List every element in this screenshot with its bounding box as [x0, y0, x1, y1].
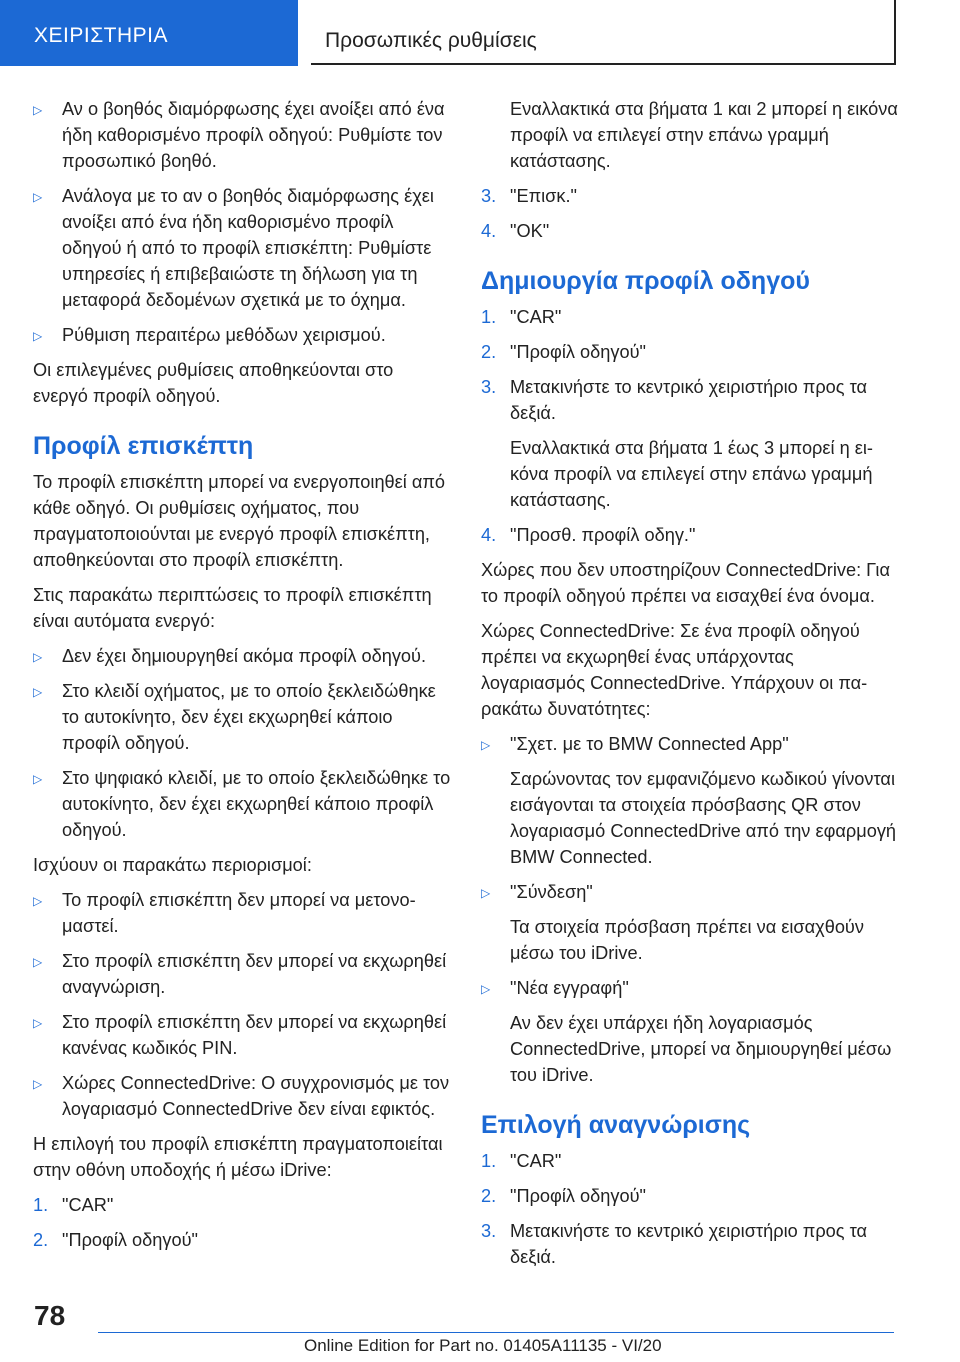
bullet-item: [33, 1009, 451, 1061]
bullet-text: Ανάλογα με το αν ο βοηθός διαμόρφωσης έχει ανοίξει από ένα ήδη καθορισμένο προφίλ οδηγού ή από το προφίλ επισκέπτη: Ρυθμίστε υπηρεσίες ή επιβεβαιώστε τη δήλωση για τη μεταφορά δεδομένων σχετικά με το όχημα.: [62, 186, 434, 310]
option-description: Αν δεν έχει υπάρχει ήδη λογαριασμός ConnectedDrive, μπορεί να δημιουργηθεί μέσω του iDrive.: [510, 1013, 892, 1085]
step-text: Μετακινήστε το κεντρικό χειριστήριο προς τα δεξιά.: [510, 1221, 868, 1267]
step-number: 1.: [33, 1195, 49, 1215]
step-number: 3.: [481, 377, 497, 397]
guest-profile-heading: Προφίλ επισκέπτη: [33, 432, 254, 460]
triangle-bullet-icon: ▷: [33, 650, 43, 664]
intro-bullets: [33, 96, 451, 348]
triangle-bullet-icon: ▷: [33, 955, 43, 969]
step-item: [481, 1218, 899, 1270]
left-column: [33, 96, 451, 1262]
step-item: [481, 304, 899, 330]
step-text: "Προφίλ οδηγού": [510, 1186, 646, 1206]
step-text: "Επισκ.": [510, 186, 578, 206]
option-item: [481, 975, 899, 1001]
bullet-text: Δεν έχει δημιουργηθεί ακόμα προφίλ οδηγού.: [62, 646, 427, 666]
bullet-item: [33, 765, 451, 843]
triangle-bullet-icon: ▷: [33, 329, 43, 343]
connecteddrive-paragraph: Χώρες ConnectedDrive: Σε ένα προφίλ οδηγού πρέπει να εκχωρηθεί ένας υπάρχοντας λογαριασμός ConnectedDrive. Υπάρχουν οι παρακάτω δυνατότητες:: [481, 621, 868, 719]
option-label: "Σχετ. με το BMW Connected App": [510, 734, 789, 754]
bullet-text: Στο προφίλ επισκέπτη δεν μπορεί να εκχωρηθεί κανένας κωδικός PIN.: [62, 1012, 447, 1058]
footer-rule: [98, 1332, 894, 1333]
intro-paragraph: Οι επιλεγμένες ρυθμίσεις αποθηκεύονται στο ενεργό προφίλ οδηγού.: [33, 360, 394, 406]
step-number: 4.: [481, 525, 497, 545]
step-number: 1.: [481, 307, 497, 327]
create-profile-heading: Δημιουργία προφίλ οδηγού: [481, 267, 810, 295]
option-description: Τα στοιχεία πρόσβαση πρέπει να εισαχθούν μέσω του iDrive.: [510, 917, 864, 963]
footer-edition: Online Edition for Part no. 01405A11135 - VI/20: [304, 1336, 662, 1355]
step-item: [481, 183, 899, 209]
guest-paragraph-2: Στις παρακάτω περιπτώσεις το προφίλ επισκέπτη είναι αυτόματα ενεργό:: [33, 585, 432, 631]
step-item: [481, 218, 899, 244]
bullet-item: [33, 183, 451, 313]
select-guest-paragraph: Η επιλογή του προφίλ επισκέπτη πραγματοποιείται στην οθόνη υποδοχής ή μέσω iDrive:: [33, 1134, 443, 1180]
option-item: [481, 731, 899, 757]
step-text: "Προσθ. προφίλ οδηγ.": [510, 525, 696, 545]
step-number: 2.: [33, 1230, 49, 1250]
header-chapter-box: [311, 0, 896, 65]
step-number: 4.: [481, 221, 497, 241]
bullet-item: [33, 96, 451, 174]
option-item: [481, 879, 899, 905]
recognition-steps: [481, 1148, 899, 1270]
step-item: [33, 1227, 451, 1253]
step-text: "CAR": [510, 307, 562, 327]
step-text: "OK": [510, 221, 550, 241]
bullet-text: Ρύθμιση περαιτέρω μεθόδων χειρισμού.: [62, 325, 386, 345]
step-item: [481, 1148, 899, 1174]
create-steps-a: [481, 304, 899, 426]
continued-steps: [481, 183, 899, 244]
step-text: Μετακινήστε το κεντρικό χειριστήριο προς τα δεξιά.: [510, 377, 868, 423]
step-item: [33, 1192, 451, 1218]
step-item: [481, 374, 899, 426]
step-number: 2.: [481, 1186, 497, 1206]
option-label: "Σύνδεση": [510, 882, 593, 902]
step-text: "Προφίλ οδηγού": [62, 1230, 198, 1250]
account-options: [481, 731, 899, 1088]
step-item: [481, 1183, 899, 1209]
step-text: "Προφίλ οδηγού": [510, 342, 646, 362]
header-chapter-title: Προσωπικές ρυθμίσεις: [325, 29, 537, 52]
step-text: "CAR": [510, 1151, 562, 1171]
bullet-item: [33, 643, 451, 669]
header-section-tab: [0, 0, 298, 66]
restrictions-paragraph: Ισχύουν οι παρακάτω περιορισμοί:: [33, 855, 312, 875]
triangle-bullet-icon: ▷: [33, 1077, 43, 1091]
bullet-item: [33, 322, 451, 348]
triangle-bullet-icon: ▷: [481, 886, 491, 900]
page-number: 78: [34, 1300, 66, 1331]
triangle-bullet-icon: ▷: [481, 982, 491, 996]
create-note: Εναλλακτικά στα βήματα 1 έως 3 μπορεί η εικόνα προφίλ να επιλεγεί στην επάνω γραμμή κατάστασης.: [510, 438, 873, 510]
step-number: 3.: [481, 1221, 497, 1241]
bullet-text: Χώρες ConnectedDrive: Ο συγχρονισμός με τον λογαριασμό ConnectedDrive δεν είναι εφικτός.: [62, 1073, 450, 1119]
step-number: 1.: [481, 1151, 497, 1171]
bullet-item: [33, 887, 451, 939]
select-guest-steps: [33, 1192, 451, 1253]
no-connecteddrive-paragraph: Χώρες που δεν υποστηρίζουν ConnectedDrive: Για το προφίλ οδηγού πρέπει να εισαχθεί ένα όνομα.: [481, 560, 890, 606]
bullet-item: [33, 1070, 451, 1122]
bullet-text: Στο προφίλ επισκέπτη δεν μπορεί να εκχωρηθεί αναγνώριση.: [62, 951, 447, 997]
right-column: [481, 96, 899, 1279]
step-number: 2.: [481, 342, 497, 362]
step-text: "CAR": [62, 1195, 114, 1215]
step-item: [481, 339, 899, 365]
continued-note: Εναλλακτικά στα βήματα 1 και 2 μπορεί η εικόνα προφίλ να επιλεγεί στην επάνω γραμμή κατάστασης.: [510, 99, 898, 171]
step-number: 3.: [481, 186, 497, 206]
triangle-bullet-icon: ▷: [33, 894, 43, 908]
option-description: Σαρώνοντας τον εμφανιζόμενο κωδικού γίνονται εισάγονται τα στοιχεία πρόσβασης QR στον λογαριασμό ConnectedDrive από την εφαρμογή BMW Connected.: [510, 769, 897, 867]
triangle-bullet-icon: ▷: [33, 103, 43, 117]
header-section-title: ΧΕΙΡΙΣΤΗΡΙΑ: [34, 24, 169, 47]
triangle-bullet-icon: ▷: [33, 1016, 43, 1030]
create-steps-b: [481, 522, 899, 548]
triangle-bullet-icon: ▷: [33, 685, 43, 699]
bullet-item: [33, 678, 451, 756]
triangle-bullet-icon: ▷: [33, 772, 43, 786]
step-item: [481, 522, 899, 548]
recognition-heading: Επιλογή αναγνώρισης: [481, 1111, 751, 1139]
option-label: "Νέα εγγραφή": [510, 978, 629, 998]
triangle-bullet-icon: ▷: [481, 738, 491, 752]
restriction-bullets: [33, 887, 451, 1122]
triangle-bullet-icon: ▷: [33, 190, 43, 204]
bullet-text: Στο κλειδί οχήματος, με το οποίο ξεκλειδώθηκε το αυτοκίνητο, δεν έχει εκχωρηθεί κάποιο προφίλ οδηγού.: [62, 681, 436, 753]
bullet-item: [33, 948, 451, 1000]
bullet-text: Αν ο βοηθός διαμόρφωσης έχει ανοίξει από ένα ήδη καθορισμένο προφίλ οδηγού: Ρυθμίστε τον προσωπικό βοηθό.: [62, 99, 445, 171]
auto-active-bullets: [33, 643, 451, 843]
guest-paragraph-1: Το προφίλ επισκέπτη μπορεί να ενεργοποιηθεί από κάθε οδηγό. Οι ρυθμίσεις οχήματος, που πραγματοποιούνται με ενεργό προφίλ επισκέπτη, αποθηκεύονται στο προφίλ επισκέπτη.: [33, 472, 446, 570]
bullet-text: Στο ψηφιακό κλειδί, με το οποίο ξεκλειδώθηκε το αυτοκίνητο, δεν έχει εκχωρηθεί κάποιο προφίλ οδηγού.: [62, 768, 451, 840]
bullet-text: Το προφίλ επισκέπτη δεν μπορεί να μετονομαστεί.: [62, 890, 416, 936]
